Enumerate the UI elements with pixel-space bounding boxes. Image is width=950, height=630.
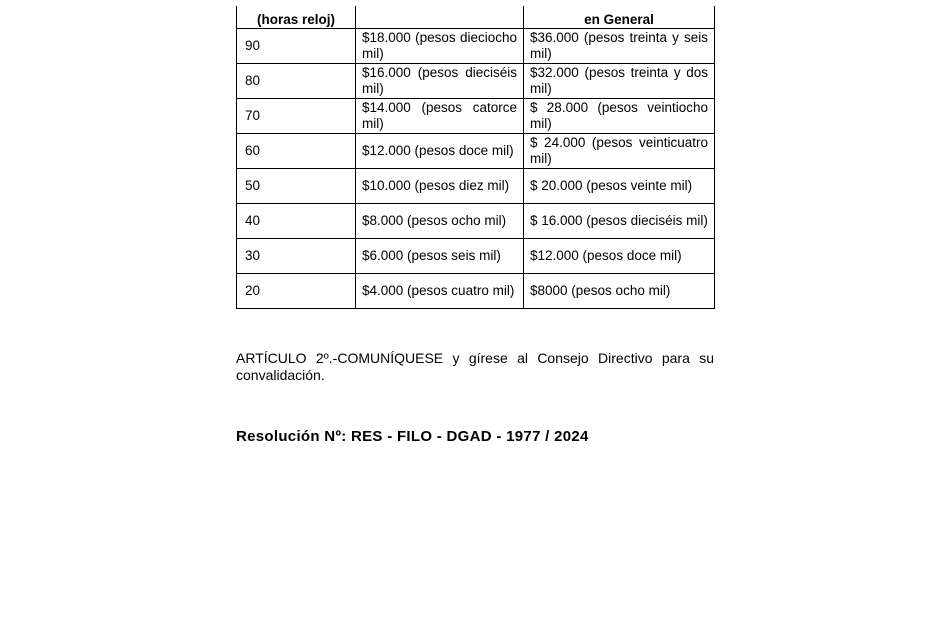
hours-cell: 40 bbox=[237, 204, 356, 239]
resolution-number: Resolución Nº: RES - FILO - DGAD - 1977 / 2024 bbox=[236, 428, 589, 445]
amount-b-cell: $ 28.000 (pesos veintiocho mil) bbox=[524, 99, 715, 134]
amount-b-cell: $12.000 (pesos doce mil) bbox=[524, 239, 715, 274]
hours-cell: 20 bbox=[237, 274, 356, 309]
amount-a-cell: $16.000 (pesos dieciséis mil) bbox=[356, 64, 524, 99]
amount-b-cell: $36.000 (pesos treinta y seis mil) bbox=[524, 29, 715, 64]
header-amount-b: en General bbox=[524, 6, 715, 29]
amount-a-cell: $14.000 (pesos catorce mil) bbox=[356, 99, 524, 134]
hours-cell: 90 bbox=[237, 29, 356, 64]
amount-a-cell: $4.000 (pesos cuatro mil) bbox=[356, 274, 524, 309]
amount-b-cell: $8000 (pesos ocho mil) bbox=[524, 274, 715, 309]
amount-a-cell: $12.000 (pesos doce mil) bbox=[356, 134, 524, 169]
table-row bbox=[237, 99, 715, 134]
hours-cell: 80 bbox=[237, 64, 356, 99]
header-amount-a bbox=[356, 6, 524, 29]
amount-b-cell: $32.000 (pesos treinta y dos mil) bbox=[524, 64, 715, 99]
table-row bbox=[237, 134, 715, 169]
table-row bbox=[237, 239, 715, 274]
hours-cell: 30 bbox=[237, 239, 356, 274]
hours-cell: 70 bbox=[237, 99, 356, 134]
amount-a-cell: $18.000 (pesos dieciocho mil) bbox=[356, 29, 524, 64]
hours-cell: 50 bbox=[237, 169, 356, 204]
amount-a-cell: $10.000 (pesos diez mil) bbox=[356, 169, 524, 204]
table-row bbox=[237, 274, 715, 309]
amount-b-cell: $ 20.000 (pesos veinte mil) bbox=[524, 169, 715, 204]
amount-b-cell: $ 16.000 (pesos dieciséis mil) bbox=[524, 204, 715, 239]
table-row bbox=[237, 169, 715, 204]
amount-a-cell: $8.000 (pesos ocho mil) bbox=[356, 204, 524, 239]
table-row bbox=[237, 29, 715, 64]
fees-table bbox=[236, 6, 715, 309]
table-row bbox=[237, 64, 715, 99]
amount-a-cell: $6.000 (pesos seis mil) bbox=[356, 239, 524, 274]
hours-cell: 60 bbox=[237, 134, 356, 169]
header-hours: (horas reloj) bbox=[237, 6, 356, 29]
table-body bbox=[237, 29, 715, 309]
table-row bbox=[237, 204, 715, 239]
table-header-row bbox=[237, 6, 715, 29]
amount-b-cell: $ 24.000 (pesos veinticuatro mil) bbox=[524, 134, 715, 169]
articulo-2-paragraph: ARTÍCULO 2º.-COMUNÍQUESE y gírese al Consejo Directivo para su convalidación. bbox=[236, 350, 714, 383]
